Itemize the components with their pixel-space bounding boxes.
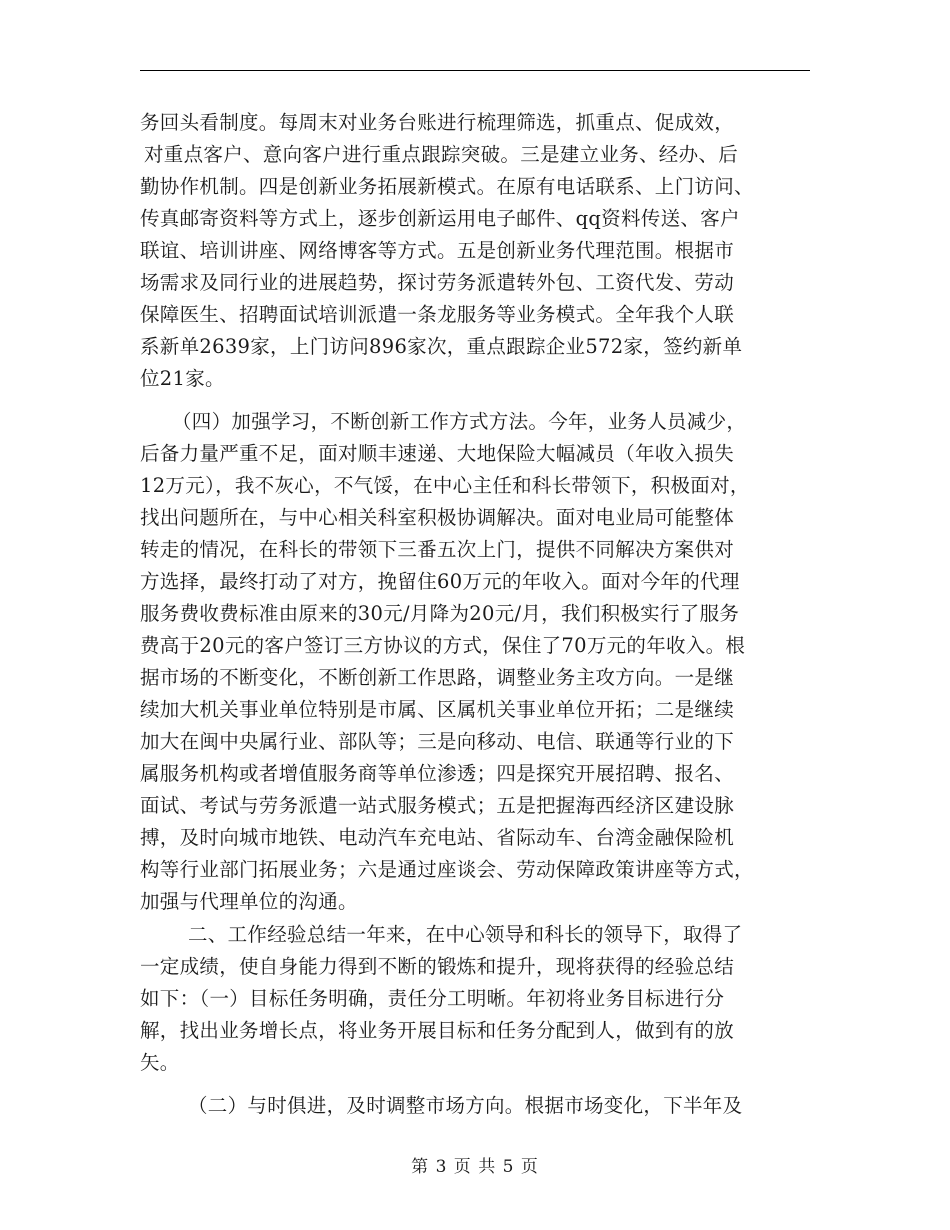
- body-line: 转走的情况，在科长的带领下三番五次上门，提供不同解决方案供对: [140, 538, 735, 561]
- body-line: 后备力量严重不足，面对顺丰速递、大地保险大幅减员（年收入损失: [140, 442, 735, 465]
- body-line: 务回头看制度。每周末对业务台账进行梳理筛选，抓重点、促成效，: [140, 111, 735, 134]
- body-line: 方选择，最终打动了对方，挽留住60万元的年收入。面对今年的代理: [140, 570, 740, 593]
- body-line: 构等行业部门拓展业务；六是通过座谈会、劳动保障政策讲座等方式，: [140, 858, 754, 881]
- paragraph-start-line: （四）加强学习，不断创新工作方式方法。今年，业务人员减少，: [172, 410, 747, 433]
- body-line: 搏，及时向城市地铁、电动汽车充电站、省际动车、台湾金融保险机: [140, 826, 735, 849]
- body-line: 加强与代理单位的沟通。: [140, 890, 358, 913]
- body-line: 矢。: [140, 1051, 180, 1074]
- paragraph-start-line: （二）与时俱进，及时调整市场方向。根据市场变化，下半年及: [188, 1094, 743, 1117]
- body-line: 解，找出业务增长点，将业务开展目标和任务分配到人，做到有的放: [140, 1019, 735, 1042]
- body-line: 勤协作机制。四是创新业务拓展新模式。在原有电话联系、上门访问、: [140, 175, 754, 198]
- body-line: 据市场的不断变化，不断创新工作思路，调整业务主攻方向。一是继: [140, 666, 735, 689]
- body-line: 加大在闽中央属行业、部队等；三是向移动、电信、联通等行业的下: [140, 730, 735, 753]
- body-line: 传真邮寄资料等方式上，逐步创新运用电子邮件、qq资料传送、客户: [140, 207, 740, 230]
- body-line: 如下：（一）目标任务明确，责任分工明晰。年初将业务目标进行分: [140, 987, 725, 1010]
- body-line: 位21家。: [140, 367, 225, 390]
- body-line: 找出问题所在，与中心相关科室积极协调解决。面对电业局可能整体: [140, 506, 735, 529]
- body-line: 费高于20元的客户签订三方协议的方式，保住了70万元的年收入。根: [140, 634, 746, 657]
- header-rule: [140, 70, 810, 71]
- body-line: 场需求及同行业的进展趋势，探讨劳务派遣转外包、工资代发、劳动: [140, 271, 735, 294]
- body-line: 一定成绩，使自身能力得到不断的锻炼和提升，现将获得的经验总结: [140, 955, 735, 978]
- page-footer: 第 3 页 共 5 页: [411, 1157, 539, 1177]
- body-line: 联谊、培训讲座、网络博客等方式。五是创新业务代理范围。根据市: [140, 239, 735, 262]
- body-line: 系新单2639家，上门访问896家次，重点跟踪企业572家，签约新单: [140, 335, 743, 358]
- body-line: 保障医生、招聘面试培训派遣一条龙服务等业务模式。全年我个人联: [140, 303, 735, 326]
- body-line: 属服务机构或者增值服务商等单位渗透；四是探究开展招聘、报名、: [140, 762, 735, 785]
- body-line: 面试、考试与劳务派遣一站式服务模式；五是把握海西经济区建设脉: [140, 794, 735, 817]
- body-line: 12万元），我不灰心，不气馁，在中心主任和科长带领下，积极面对，: [140, 474, 750, 497]
- body-line: 对重点客户、意向客户进行重点跟踪突破。三是建立业务、经办、后: [144, 143, 739, 166]
- body-line: 服务费收费标准由原来的30元/月降为20元/月，我们积极实行了服务: [140, 602, 740, 625]
- body-line: 续加大机关事业单位特别是市属、区属机关事业单位开拓；二是继续: [140, 698, 735, 721]
- paragraph-start-line: 二、工作经验总结一年来，在中心领导和科长的领导下，取得了: [188, 923, 743, 946]
